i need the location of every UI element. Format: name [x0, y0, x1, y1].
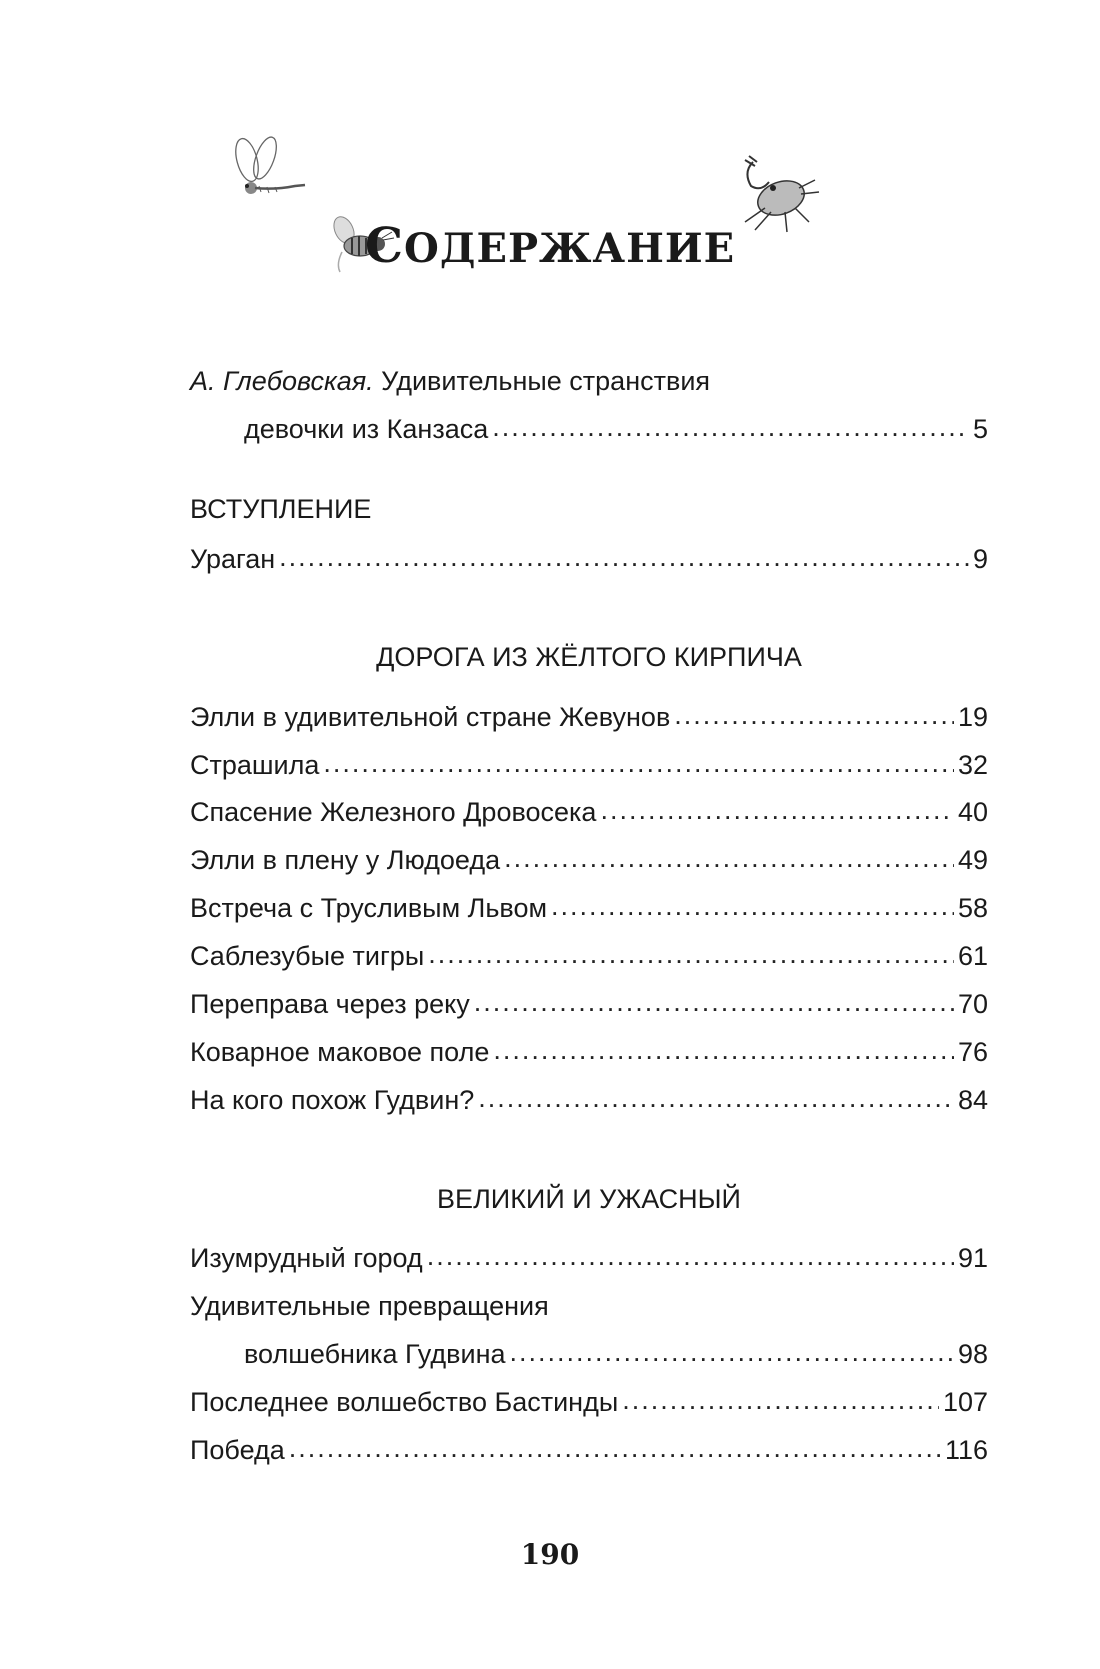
toc-page-number: 98: [957, 1339, 988, 1369]
toc-entry-text: Элли в плену у Людоеда: [190, 845, 501, 875]
leader-dots: [279, 542, 969, 573]
toc-entry: [190, 544, 988, 584]
toc-page-number: 61: [957, 941, 988, 971]
toc-entry: [190, 1085, 988, 1125]
toc-page-number: 76: [957, 1037, 988, 1067]
toc-entry-text: Встреча с Трусливым Львом: [190, 893, 548, 923]
toc-entry-text: Изумрудный город: [190, 1243, 423, 1273]
toc-page-number: 5: [972, 414, 988, 444]
toc-page-number: 58: [957, 893, 988, 923]
leader-dots: [428, 939, 954, 970]
toc-entry-text: Победа: [190, 1435, 285, 1465]
title-initial: С: [364, 218, 405, 274]
toc-entry-text: волшебника Гудвина: [244, 1339, 506, 1369]
leader-dots: [492, 412, 969, 443]
leader-dots: [551, 891, 954, 922]
toc-entry: [190, 1243, 988, 1283]
section-heading-intro: ВСТУПЛЕНИЕ: [190, 494, 372, 524]
toc-entry-text: На кого похож Гудвин?: [190, 1085, 475, 1115]
toc-entry-intro-line1: [190, 366, 710, 397]
toc-entry: [190, 845, 988, 885]
toc-entry-line1: Удивительные превращения: [190, 1291, 549, 1321]
toc-entry: [190, 893, 988, 933]
toc-entry-intro-line2: [244, 414, 988, 454]
toc-entry-text: Элли в удивительной стране Жевунов: [190, 702, 671, 732]
toc-entry: [190, 941, 988, 981]
page-title: [0, 218, 1100, 274]
toc-entry-text: Последнее волшебство Бастинды: [190, 1387, 619, 1417]
toc-page-number: 116: [944, 1435, 988, 1465]
leader-dots: [510, 1337, 954, 1368]
toc-entry-text: девочки из Канзаса: [244, 414, 489, 444]
toc-entry-text: Страшила: [190, 750, 320, 780]
leader-dots: [474, 987, 954, 1018]
toc-page-number: 49: [957, 845, 988, 875]
toc-page-number: 32: [957, 750, 988, 780]
leader-dots: [600, 795, 954, 826]
leader-dots: [622, 1385, 939, 1416]
page-number: 190: [520, 1538, 580, 1571]
leader-dots: [674, 700, 954, 731]
toc-page-number: 91: [957, 1243, 988, 1273]
leader-dots: [427, 1241, 954, 1272]
toc-page-number: 40: [957, 797, 988, 827]
toc-entry: [190, 702, 988, 742]
section-heading-yellow-brick-road: ДОРОГА ИЗ ЖЁЛТОГО КИРПИЧА: [376, 642, 802, 672]
toc-page-number: 84: [957, 1085, 988, 1115]
dragonfly-illustration: [225, 130, 315, 210]
leader-dots: [504, 843, 954, 874]
toc-entry: [190, 1037, 988, 1077]
toc-page-number: 19: [957, 702, 988, 732]
title-rest: ОДЕРЖАНИЕ: [404, 225, 736, 272]
toc-page-number: 9: [972, 544, 988, 574]
toc-page-number: 70: [957, 989, 988, 1019]
toc-entry: [190, 797, 988, 837]
toc-entry: [190, 1387, 988, 1427]
leader-dots: [493, 1035, 954, 1066]
toc-entry-text: Спасение Железного Дровосека: [190, 797, 597, 827]
toc-entry-text: Коварное маковое поле: [190, 1037, 490, 1067]
section-heading-great-and-terrible: ВЕЛИКИЙ И УЖАСНЫЙ: [437, 1184, 741, 1214]
leader-dots: [323, 748, 954, 779]
leader-dots: [478, 1083, 954, 1114]
toc-entry-text: Переправа через реку: [190, 989, 470, 1019]
toc-entry-text: Ураган: [190, 544, 276, 574]
toc-intro-title: Удивительные странствия: [373, 366, 711, 396]
toc-author: А. Глебовская.: [190, 366, 374, 396]
toc-entry: [190, 750, 988, 790]
toc-entry: [190, 989, 988, 1029]
toc-entry: [190, 1435, 988, 1475]
toc-entry: [244, 1339, 988, 1379]
toc-entry-text: Саблезубые тигры: [190, 941, 425, 971]
leader-dots: [289, 1433, 941, 1464]
toc-page-number: 107: [942, 1387, 988, 1417]
